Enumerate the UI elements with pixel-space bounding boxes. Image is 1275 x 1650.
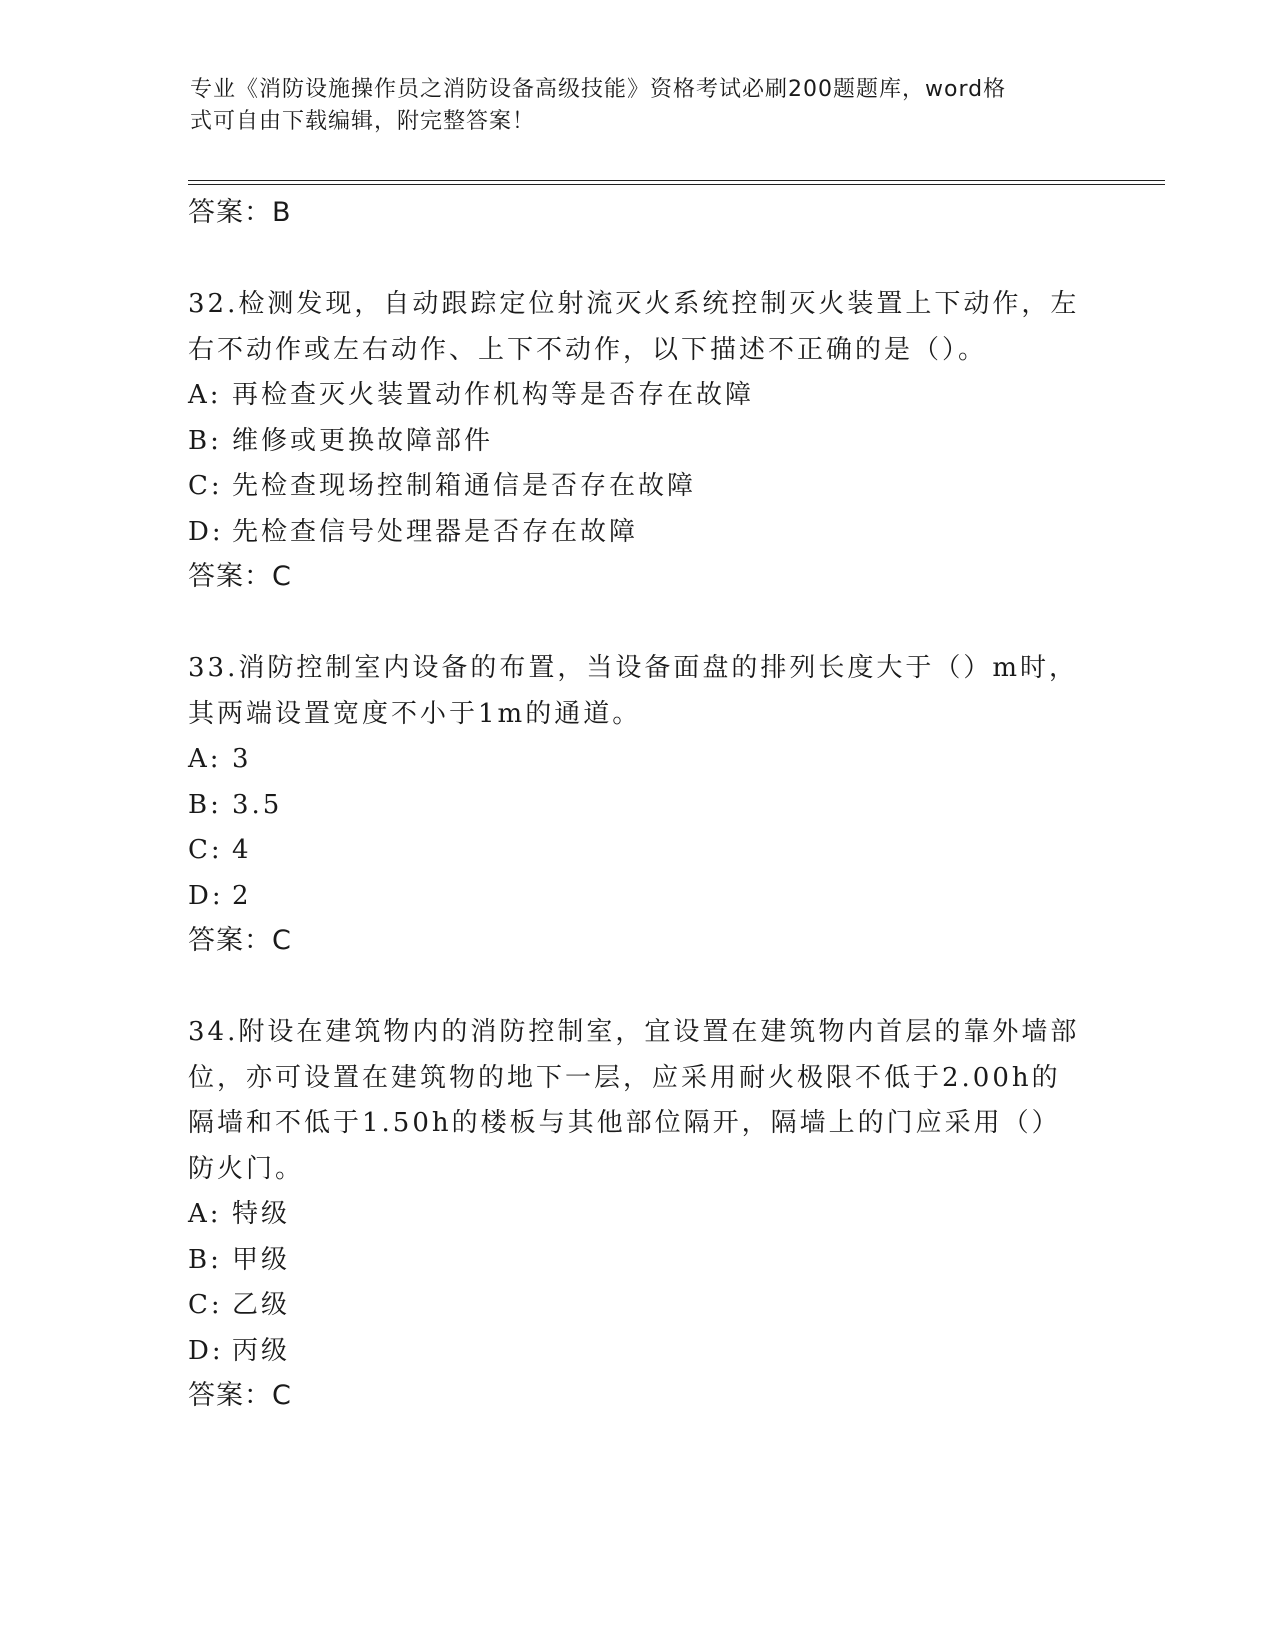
option-c	[188, 1283, 1088, 1329]
option-text: 维修或更换故障部件	[232, 425, 494, 456]
option-letter: B:	[188, 789, 222, 820]
option-letter: D:	[188, 880, 224, 911]
option-c	[188, 464, 1088, 510]
option-text: 先检查信号处理器是否存在故障	[232, 516, 639, 547]
option-d	[188, 510, 1088, 556]
page-header	[190, 74, 1090, 138]
option-text: 再检查灭火装置动作机构等是否存在故障	[232, 380, 755, 410]
answer: 答案：C	[188, 925, 292, 956]
option-b	[188, 783, 1088, 829]
option-letter: C:	[188, 471, 223, 501]
option-text: 3	[232, 744, 252, 774]
option-letter: A:	[188, 1199, 222, 1229]
option-letter: D:	[188, 516, 224, 547]
option-letter: A:	[188, 380, 222, 410]
question-list	[188, 191, 1088, 1418]
option-letter: C:	[188, 835, 223, 865]
option-text: 特级	[232, 1199, 291, 1229]
question-stem: 32.检测发现，自动跟踪定位射流灭火系统控制灭火装置上下动作，左右不动作或左右动作、上下不动作，以下描述不正确的是（）。	[188, 289, 1080, 365]
option-letter: B:	[188, 425, 222, 456]
answer: 答案：C	[188, 561, 292, 592]
previous-answer: 答案：B	[188, 197, 292, 228]
question-34	[188, 1010, 1088, 1418]
question-stem: 33.消防控制室内设备的布置，当设备面盘的排列长度大于（）m时，其两端设置宽度不小于1m的通道。	[188, 653, 1079, 729]
header-rule-bottom	[188, 184, 1165, 185]
option-letter: B:	[188, 1244, 222, 1275]
question-33	[188, 646, 1088, 963]
header-line-2: 式可自由下载编辑，附完整答案！	[190, 109, 536, 134]
header-rule-top	[188, 180, 1165, 181]
answer: 答案：C	[188, 1380, 292, 1411]
option-b	[188, 1238, 1088, 1284]
option-b	[188, 419, 1088, 465]
option-letter: A:	[188, 744, 222, 774]
option-a	[188, 1192, 1088, 1238]
option-text: 乙级	[232, 1290, 291, 1320]
option-a	[188, 373, 1088, 419]
option-text: 4	[232, 835, 252, 865]
option-text: 3.5	[232, 789, 283, 820]
option-letter: C:	[188, 1290, 223, 1320]
option-text: 丙级	[232, 1335, 291, 1366]
option-d	[188, 1329, 1088, 1375]
question-stem: 34.附设在建筑物内的消防控制室，宜设置在建筑物内首层的靠外墙部位，亦可设置在建筑物的地下一层，应采用耐火极限不低于2.00h的隔墙和不低于1.50h的楼板与其他部位隔开，隔墙上的门应采用（）防火门。	[188, 1017, 1080, 1184]
header-line-1: 专业《消防设施操作员之消防设备高级技能》资格考试必刷200题题库，word格	[190, 77, 1007, 102]
question-32	[188, 282, 1088, 599]
option-text: 先检查现场控制箱通信是否存在故障	[232, 471, 697, 501]
option-text: 2	[232, 880, 252, 911]
option-d	[188, 874, 1088, 920]
option-a	[188, 737, 1088, 783]
option-letter: D:	[188, 1335, 224, 1366]
option-c	[188, 828, 1088, 874]
option-text: 甲级	[232, 1244, 291, 1275]
